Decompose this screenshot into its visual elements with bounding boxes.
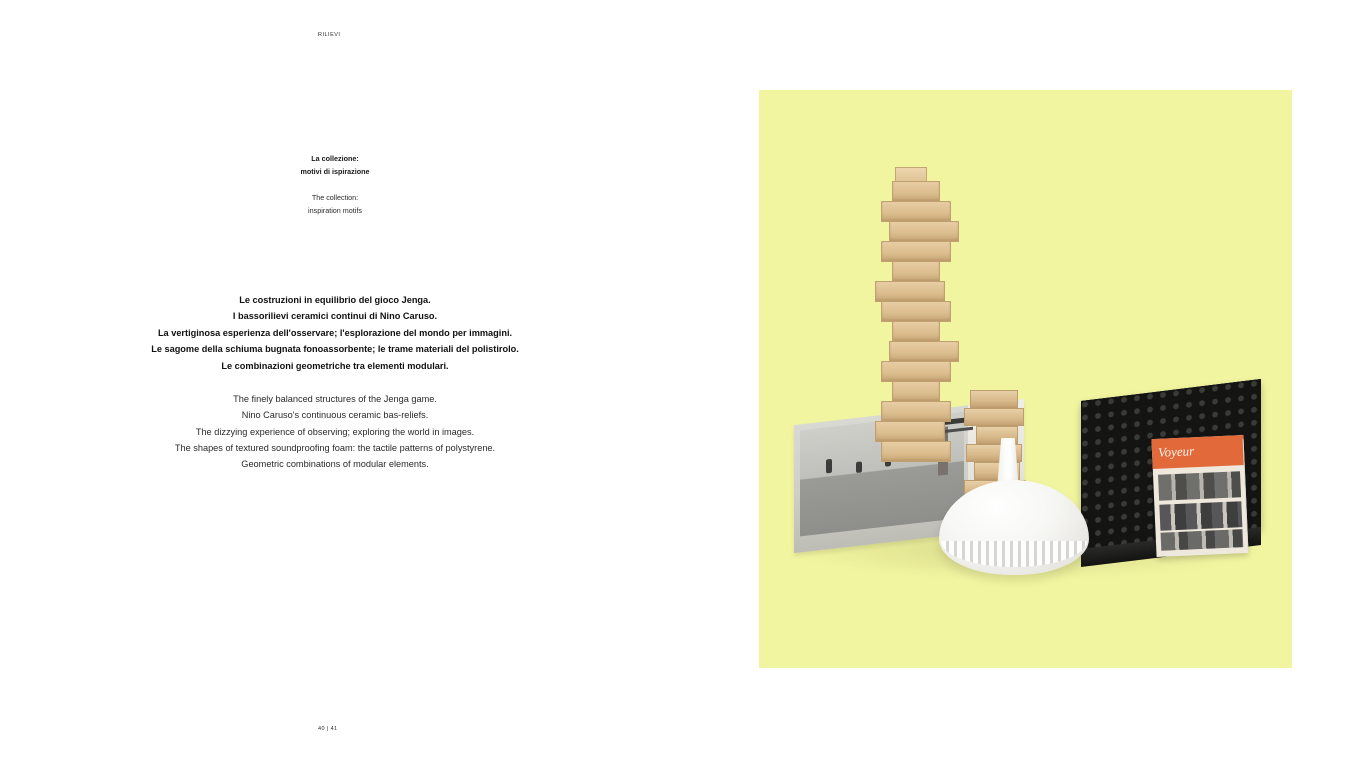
jenga-tower bbox=[881, 181, 951, 476]
jenga-block bbox=[881, 201, 951, 222]
section-title-italian-line-2: motivi di ispirazione bbox=[300, 166, 370, 176]
body-line: The finely balanced structures of the Jenga game. bbox=[233, 393, 437, 404]
book-cover-photo-strip bbox=[1158, 471, 1241, 501]
jenga-block bbox=[892, 261, 940, 282]
bowl-ribbed-rim bbox=[941, 541, 1087, 567]
jenga-block bbox=[881, 241, 951, 262]
section-title-italian-line-1: La collezione: bbox=[311, 154, 359, 163]
jenga-block bbox=[892, 381, 940, 402]
body-line: Le combinazioni geometriche tra elementi modulari. bbox=[221, 360, 449, 371]
body-line: Le sagome della schiuma bugnata fonoassorbente; le trame materiali del polistirolo. bbox=[151, 344, 519, 355]
voyeur-book bbox=[1151, 435, 1248, 557]
jenga-block bbox=[875, 281, 945, 302]
section-title-english-line-1: The collection: bbox=[311, 193, 359, 203]
inspiration-photograph bbox=[759, 90, 1292, 668]
jenga-block bbox=[892, 181, 940, 202]
jenga-block bbox=[970, 390, 1018, 408]
jenga-block bbox=[881, 441, 951, 462]
body-line: Geometric combinations of modular elements. bbox=[241, 459, 429, 470]
jenga-block bbox=[889, 221, 959, 242]
jenga-block bbox=[875, 421, 945, 442]
section-title-block bbox=[100, 153, 570, 217]
running-head: RILIEVI bbox=[318, 32, 341, 38]
section-title-english-line-2: inspiration motifs bbox=[308, 205, 362, 215]
body-copy-english bbox=[20, 391, 650, 473]
magazine-photo-figure bbox=[826, 459, 832, 474]
section-title-italian bbox=[100, 153, 570, 178]
section-title-english bbox=[100, 192, 570, 217]
body-line: Nino Caruso's continuous ceramic bas-reliefs. bbox=[241, 410, 429, 421]
body-line: The shapes of textured soundproofing foam: the tactile patterns of polystyrene. bbox=[174, 443, 496, 453]
book-cover-photo-strip bbox=[1161, 529, 1244, 551]
jenga-block bbox=[881, 301, 951, 322]
page-folio: 40 | 41 bbox=[318, 726, 338, 732]
body-line: The dizzying experience of observing; exploring the world in images. bbox=[195, 426, 475, 437]
jenga-block bbox=[881, 361, 951, 382]
body-line: Le costruzioni in equilibrio del gioco Jenga. bbox=[239, 295, 431, 305]
body-copy-italian bbox=[20, 292, 650, 374]
book-cover-photo-strip bbox=[1159, 501, 1242, 531]
book-title: Voyeur bbox=[1157, 443, 1195, 460]
body-line: I bassorilievi ceramici continui di Nino Caruso. bbox=[232, 311, 438, 322]
magazine-photo-figure bbox=[856, 462, 862, 474]
jenga-block bbox=[892, 321, 940, 342]
body-line: La vertiginosa esperienza dell'osservare; l'esplorazione del mondo per immagini. bbox=[157, 327, 513, 338]
jenga-block bbox=[964, 408, 1024, 426]
jenga-block bbox=[889, 341, 959, 362]
body-copy bbox=[20, 292, 650, 473]
jenga-block bbox=[881, 401, 951, 422]
